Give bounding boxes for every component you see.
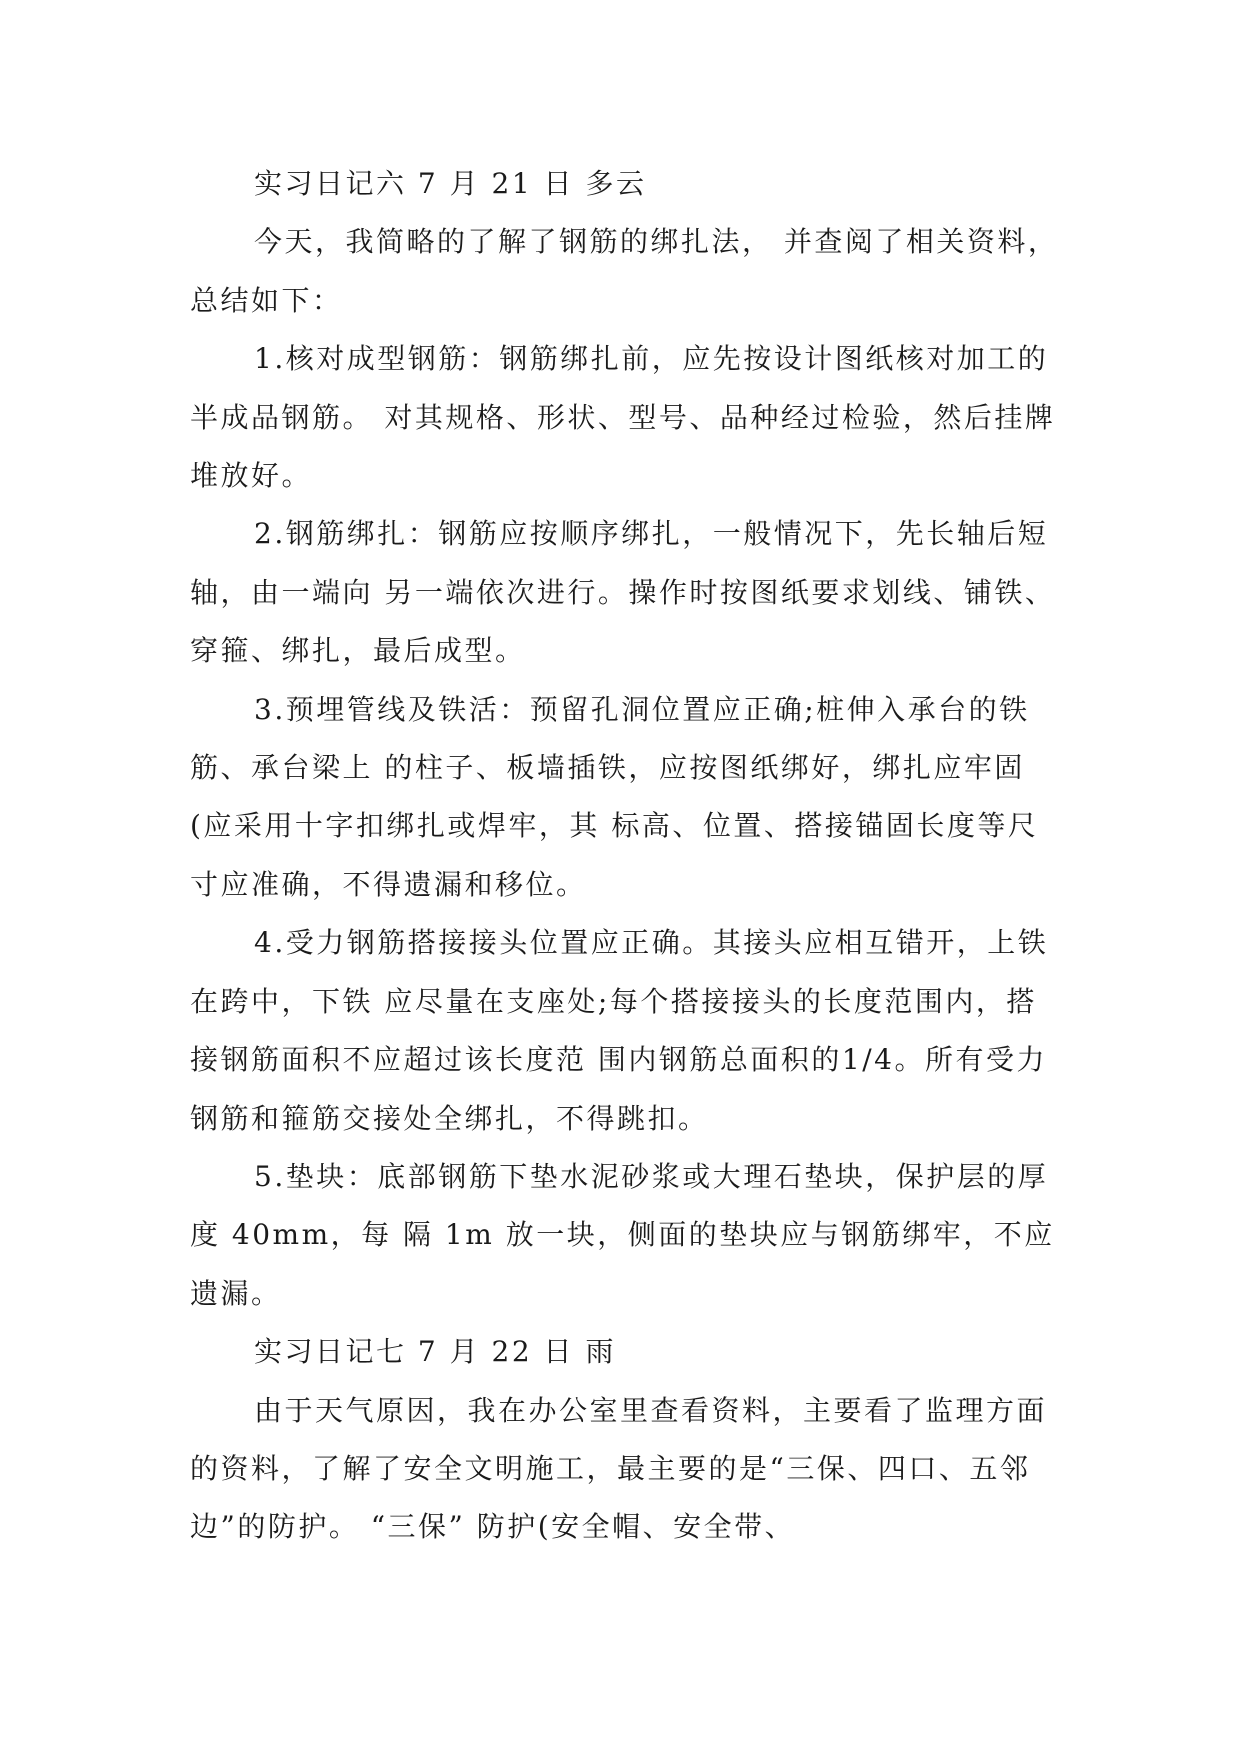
item-5-paragraph: 5.垫块：底部钢筋下垫水泥砂浆或大理石垫块，保护层的厚度 40mm，每 隔 1m 放一块，侧面的垫块应与钢筋绑牢，不应遗漏。 <box>190 1159 1055 1310</box>
item-4-paragraph: 4.受力钢筋搭接接头位置应正确。其接头应相互错开，上铁在跨中，下铁 应尽量在支座处;每个搭接接头的长度范围内，搭接钢筋面积不应超过该长度范 围内钢筋总面积的1/4。所有受力钢筋和箍筋交接处全绑扎，不得跳扣。 <box>190 926 1049 1135</box>
diary-heading-day-seven: 实习日记七 7 月 22 日 雨 <box>254 1335 616 1369</box>
diary-heading-day-six: 实习日记六 7 月 21 日 多云 <box>254 167 647 200</box>
item-2-paragraph: 2.钢筋绑扎：钢筋应按顺序绑扎，一般情况下，先长轴后短轴，由一端向 另一端依次进行。操作时按图纸要求划线、铺铁、穿箍、绑扎，最后成型。 <box>190 517 1056 668</box>
document-body <box>190 155 1060 1557</box>
item-3-paragraph: 3.预埋管线及铁活：预留孔洞位置应正确;桩伸入承台的铁筋、承台梁上 的柱子、板墙插铁，应按图纸绑好，绑扎应牢固(应采用十字扣绑扎或焊牢，其 标高、位置、搭接锚固长度等尺寸应准确，不得遗漏和移位。 <box>190 692 1039 901</box>
item-1-paragraph: 1.核对成型钢筋：钢筋绑扎前，应先按设计图纸核对加工的半成品钢筋。 对其规格、形状、型号、品种经过检验，然后挂牌堆放好。 <box>190 342 1056 493</box>
day-seven-paragraph: 由于天气原因，我在办公室里查看资料，主要看了监理方面的资料，了解了安全文明施工，最主要的是“三保、四口、五邻边”的防护。 “三保” 防护(安全帽、安全带、 <box>190 1393 1048 1544</box>
intro-paragraph: 今天，我简略的了解了钢筋的绑扎法， 并查阅了相关资料，总结如下： <box>190 225 1059 317</box>
